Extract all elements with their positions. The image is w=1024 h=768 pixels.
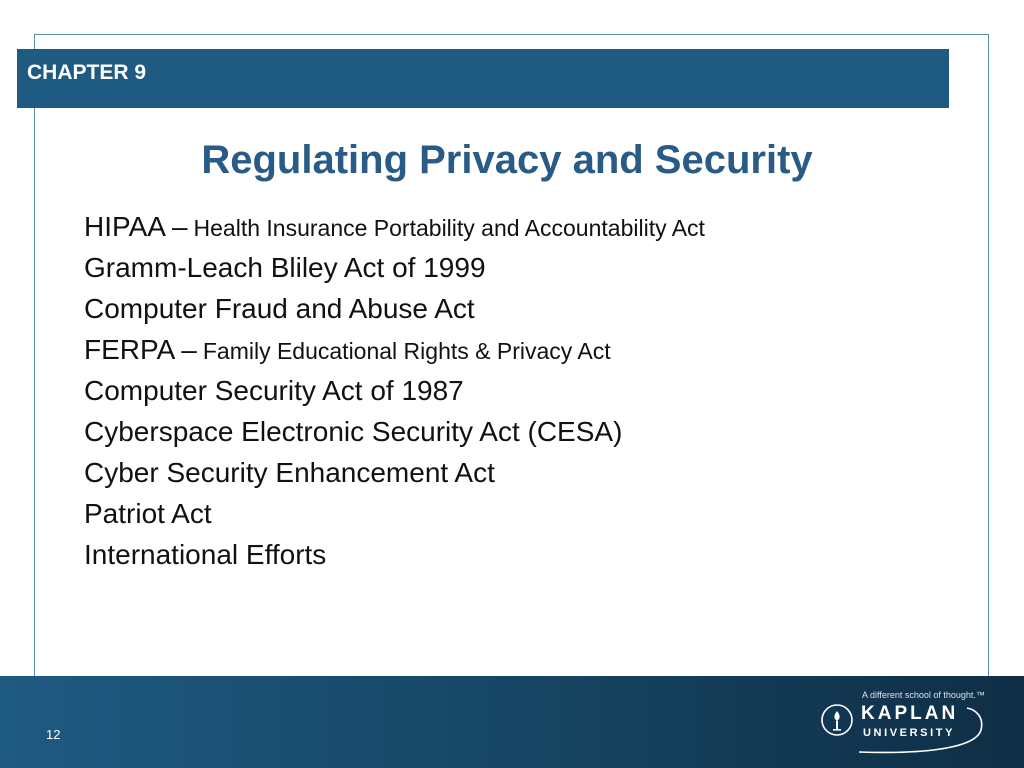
list-item-main: FERPA xyxy=(84,334,176,365)
list-item xyxy=(84,329,705,370)
list-item-main: Cyber Security Enhancement Act xyxy=(84,457,495,488)
slide-title: Regulating Privacy and Security xyxy=(201,138,813,182)
list-item xyxy=(84,288,705,329)
list-item xyxy=(84,493,705,534)
list-item-main: International Efforts xyxy=(84,539,327,570)
list-item-main: Computer Fraud and Abuse Act xyxy=(84,293,475,324)
logo-kaplan-wordmark: KAPLAN xyxy=(861,703,959,724)
logo-university-wordmark: UNIVERSITY xyxy=(863,727,956,739)
list-item xyxy=(84,452,705,493)
list-item-main: Computer Security Act of 1987 xyxy=(84,375,464,406)
list-item-subtext: Family Educational Rights & Privacy Act xyxy=(202,338,611,364)
list-item-subtext: Health Insurance Portability and Accountability Act xyxy=(193,215,705,241)
chapter-label: CHAPTER 9 xyxy=(27,61,147,84)
list-item xyxy=(84,411,705,452)
chapter-header-bar xyxy=(17,49,949,108)
logo-tagline: A different school of thought.™ xyxy=(862,690,985,700)
page-number: 12 xyxy=(46,727,61,742)
flame-torch-icon xyxy=(820,703,854,737)
list-item-separator: – xyxy=(181,334,197,365)
list-item xyxy=(84,206,705,247)
list-item xyxy=(84,247,705,288)
list-item-main: Patriot Act xyxy=(84,498,212,529)
body-list xyxy=(84,206,705,575)
list-item xyxy=(84,534,705,575)
list-item-separator: – xyxy=(171,211,188,242)
list-item-main: Cyberspace Electronic Security Act (CESA) xyxy=(84,416,623,447)
list-item-main: HIPAA xyxy=(84,211,166,242)
list-item-main: Gramm-Leach Bliley Act of 1999 xyxy=(84,252,486,283)
list-item xyxy=(84,370,705,411)
